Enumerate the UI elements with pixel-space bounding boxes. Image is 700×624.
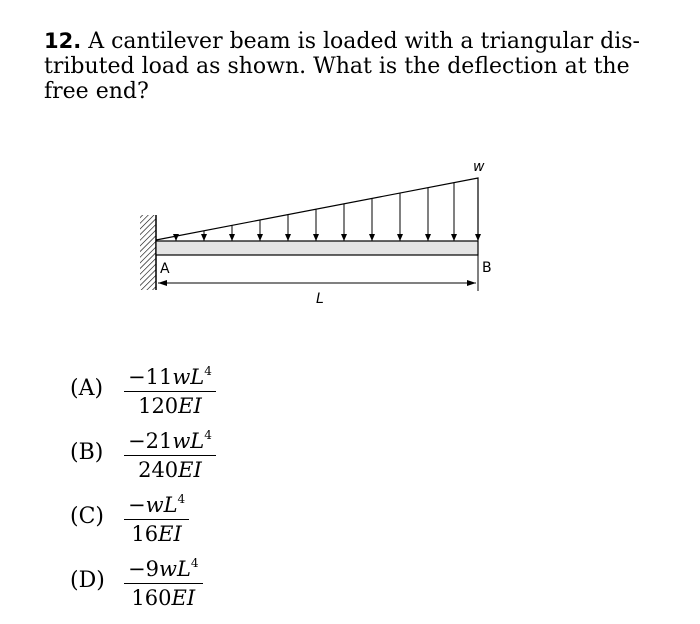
length-label: L bbox=[316, 291, 324, 307]
choice-d-den-coef: 160 bbox=[131, 585, 172, 610]
choice-a-fraction bbox=[124, 359, 216, 418]
choice-b-den-coef: 240 bbox=[138, 457, 179, 482]
triangular-load-envelope bbox=[156, 178, 478, 240]
beam bbox=[156, 241, 478, 255]
choice-c[interactable] bbox=[70, 486, 189, 546]
choice-b-fraction bbox=[124, 423, 216, 482]
question-text bbox=[44, 29, 640, 104]
choice-d[interactable] bbox=[70, 550, 203, 610]
beam-diagram bbox=[140, 155, 500, 315]
choice-c-denominator: 16EI bbox=[131, 521, 182, 546]
choice-b-num-coef: −21 bbox=[128, 428, 173, 453]
question-line-3: free end? bbox=[44, 79, 149, 104]
choice-d-label: (D) bbox=[70, 567, 105, 593]
choice-c-label: (C) bbox=[70, 503, 104, 529]
choice-a-den-coef: 120 bbox=[138, 393, 179, 418]
choice-d-numerator: $-9wL^4$ bbox=[124, 551, 203, 584]
choice-b-numerator: $-21wL^4$ bbox=[124, 423, 216, 456]
choice-d-denominator: 160EI bbox=[131, 585, 196, 610]
load-arrows bbox=[176, 178, 478, 241]
choice-c-fraction bbox=[124, 487, 189, 546]
question-line-1 bbox=[44, 29, 640, 54]
choice-c-numerator: $-wL^4$ bbox=[124, 487, 189, 520]
question-number: 12. bbox=[44, 29, 82, 53]
question-line-1-text: A cantilever beam is loaded with a triangular dis- bbox=[88, 29, 640, 54]
choice-b-denominator: 240EI bbox=[138, 457, 202, 482]
fixed-support-wall bbox=[140, 215, 156, 290]
choice-b-label: (B) bbox=[70, 439, 104, 465]
choice-d-fraction bbox=[124, 551, 203, 610]
choice-a-denominator: 120EI bbox=[138, 393, 202, 418]
fixed-end-label: A bbox=[160, 261, 170, 277]
choice-b[interactable] bbox=[70, 422, 216, 482]
choice-a-label: (A) bbox=[70, 375, 104, 401]
choice-c-den-coef: 16 bbox=[131, 521, 159, 546]
choice-a[interactable] bbox=[70, 358, 216, 418]
choice-a-num-coef: −11 bbox=[128, 364, 173, 389]
choice-c-num-coef: − bbox=[128, 492, 146, 517]
free-end-label: B bbox=[482, 260, 492, 276]
choice-d-num-coef: −9 bbox=[128, 556, 159, 581]
choice-a-numerator: $-11wL^4$ bbox=[124, 359, 216, 392]
load-label: w bbox=[473, 159, 485, 175]
question-line-2: tributed load as shown. What is the deflection at the bbox=[44, 54, 630, 79]
